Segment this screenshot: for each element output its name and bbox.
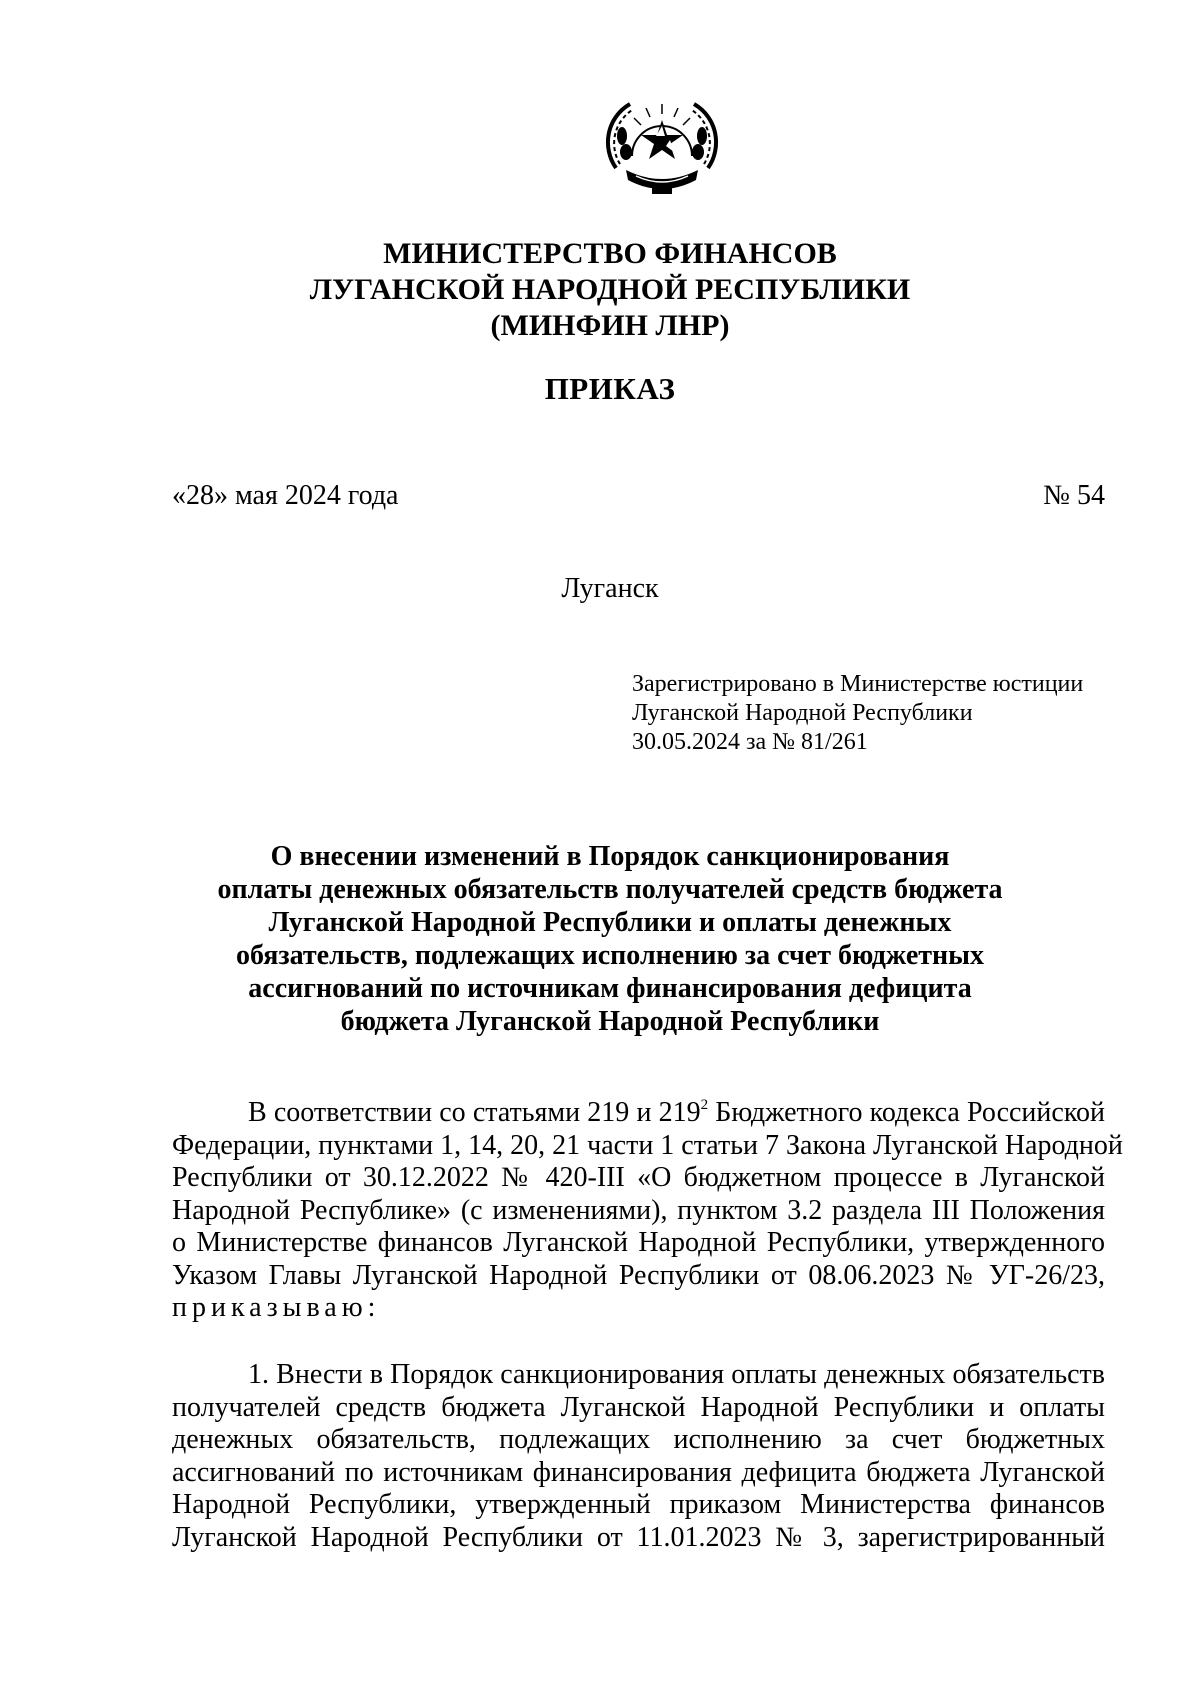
ministry-name-line2: ЛУГАНСКОЙ НАРОДНОЙ РЕСПУБЛИКИ: [309, 273, 911, 306]
registration-line2: Луганской Народной Республики: [632, 700, 973, 726]
order-number: № 54: [1043, 480, 1105, 511]
registration-line3: 30.05.2024 за № 81/261: [632, 729, 868, 755]
order-date: «28» мая 2024 года: [172, 480, 399, 511]
item-line: ассигнований по источникам финансирования дефицита бюджета Луганской: [172, 1456, 1105, 1488]
item-line: получателей средств бюджета Луганской Народной Республики и оплаты: [172, 1391, 1105, 1423]
preamble-line: Федерации, пунктами 1, 14, 20, 21 части 1 статьи 7 Закона Луганской Народной: [172, 1129, 1123, 1161]
item-line: денежных обязательств, подлежащих исполнению за счет бюджетных: [172, 1424, 1105, 1455]
title-line: Луганской Народной Республики и оплаты денежных: [268, 907, 952, 938]
title-line: О внесении изменений в Порядок санкционирования: [270, 841, 950, 872]
preamble-line: Народной Республике» (с изменениями), пунктом 3.2 раздела III Положения: [172, 1194, 1105, 1226]
order-verb: приказываю:: [172, 1292, 381, 1323]
preamble-line: Указом Главы Луганской Народной Республики от 08.06.2023 № УГ-26/23,: [172, 1259, 1105, 1291]
preamble-line: [172, 1097, 1105, 1130]
preamble-line1-end: Бюджетного кодекса Российской: [708, 1097, 1105, 1128]
title-line: ассигнований по источникам финансирования дефицита: [248, 973, 972, 1004]
preamble-line1-start: В соответствии со статьями 219 и 219: [248, 1097, 701, 1128]
title-line: оплаты денежных обязательств получателей средств бюджета: [217, 874, 1003, 905]
ministry-name-line1: МИНИСТЕРСТВО ФИНАНСОВ: [383, 237, 837, 270]
title-line: обязательств, подлежащих исполнению за счет бюджетных: [235, 940, 985, 971]
order-title: [0, 840, 1200, 1038]
registration-line1: Зарегистрировано в Министерстве юстиции: [632, 671, 1084, 697]
superscript: 2: [700, 1097, 709, 1113]
title-line: бюджета Луганской Народной Республики: [340, 1006, 880, 1037]
preamble-line: Республики от 30.12.2022 № 420-III «О бюджетном процессе в Луганской: [172, 1162, 1105, 1193]
registration-note: [632, 670, 1083, 757]
ministry-header: [0, 236, 1200, 344]
document-type-heading: ПРИКАЗ: [544, 371, 676, 406]
preamble-line: о Министерстве финансов Луганской Народной Республики, утвержденного: [172, 1227, 1105, 1258]
item-line: Луганской Народной Республики от 11.01.2023 № 3, зарегистрированный: [172, 1521, 1105, 1553]
item-line: 1. Внести в Порядок санкционирования оплаты денежных обязательств: [248, 1359, 1105, 1390]
item-1-paragraph: [172, 1359, 1105, 1554]
ministry-abbreviation: (МИНФИН ЛНР): [490, 309, 730, 342]
item-line: Народной Республики, утвержденный приказом Министерства финансов: [172, 1489, 1105, 1520]
preamble-paragraph: [172, 1097, 1123, 1325]
city-name: Луганск: [561, 573, 659, 604]
coat-of-arms-emblem: [596, 90, 728, 200]
